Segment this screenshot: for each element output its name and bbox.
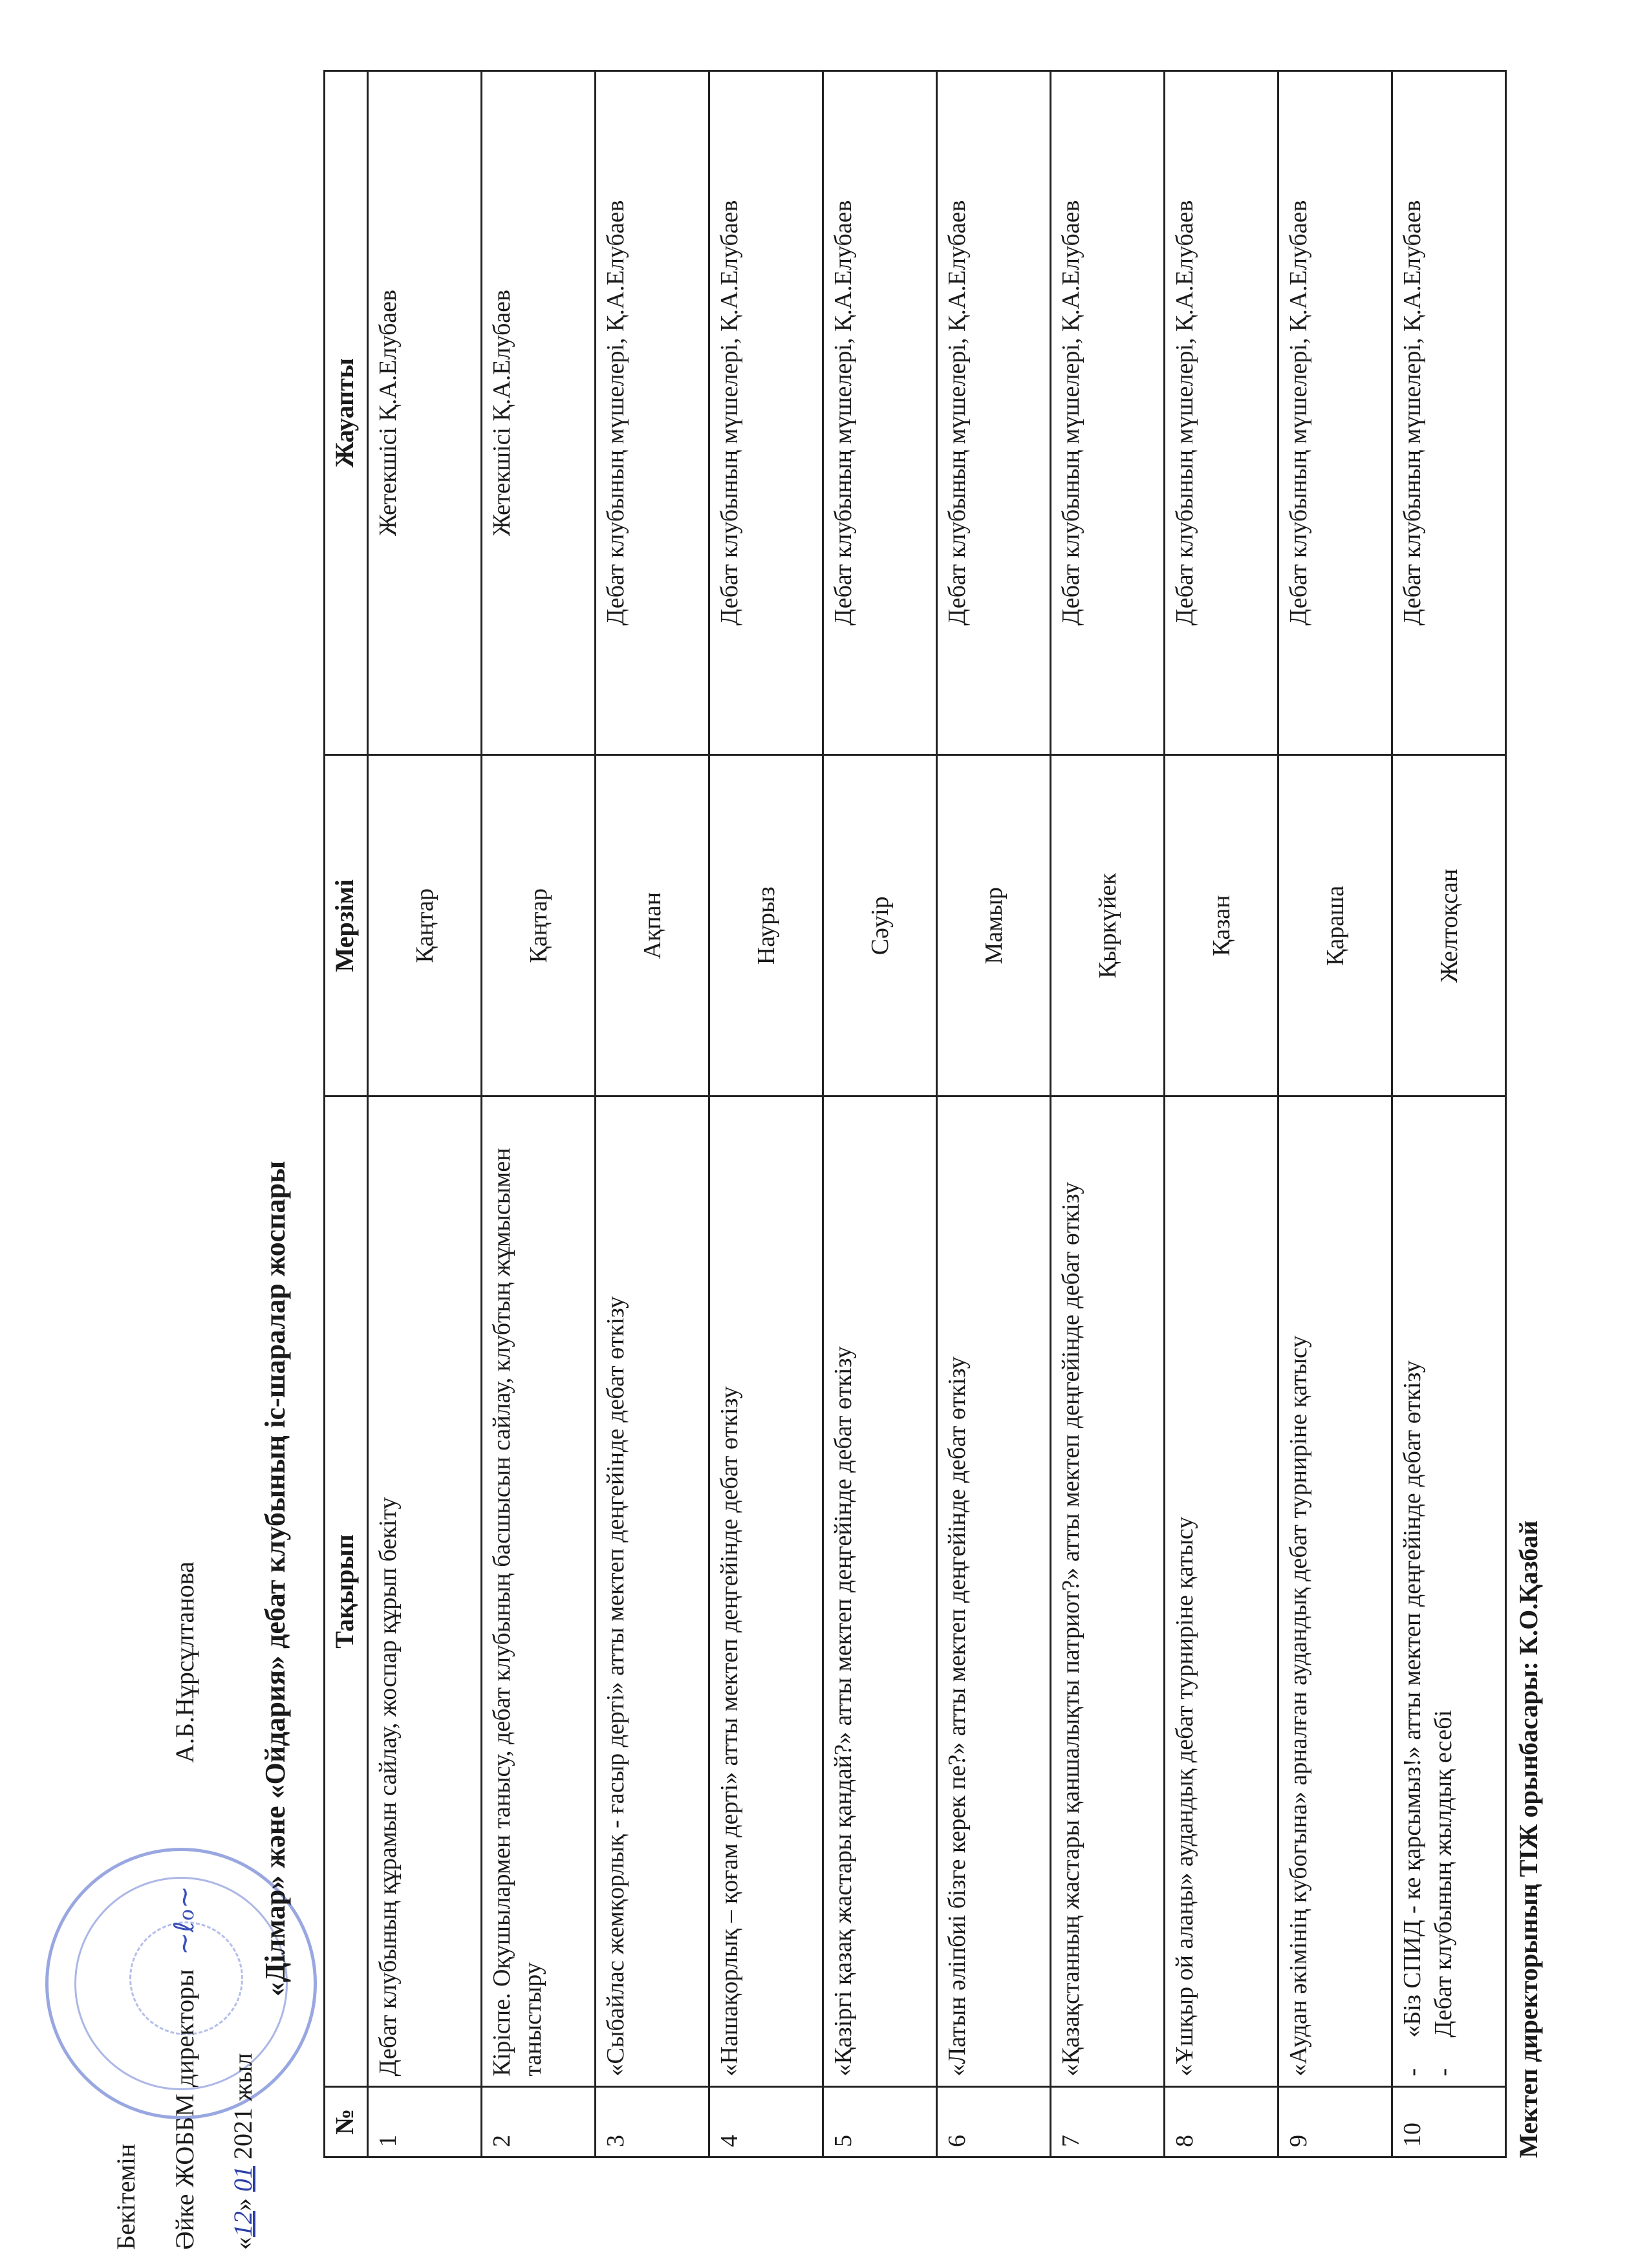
document-title: «Ділмар» және «Ойдария» дебат клубының іс-шаралар жоспары bbox=[259, 1161, 291, 1996]
row-topic: Кіріспе. Оқушылармен танысу, дебат клубының басшысын сайлау, клубтың жұмысымен таныстыру bbox=[482, 1097, 596, 2086]
row-num: 7 bbox=[1051, 2086, 1165, 2157]
table-row bbox=[1051, 71, 1165, 2157]
approval-date: «12» 01 2021 жыл bbox=[228, 2053, 257, 2250]
row-num: 3 bbox=[596, 2086, 709, 2157]
row-term: Ақпан bbox=[596, 755, 709, 1097]
events-plan-table bbox=[323, 70, 1507, 2158]
row-topic: Дебат клубының құрамын сайлау, жоспар құрып бекіту bbox=[368, 1097, 482, 2086]
header-num: № bbox=[325, 2086, 368, 2157]
row-responsible: Дебат клубының мүшелері, Қ.А.Елубаев bbox=[1051, 71, 1165, 755]
table-row bbox=[482, 71, 596, 2157]
table-row bbox=[1278, 71, 1392, 2157]
row-num: 10 bbox=[1392, 2086, 1506, 2157]
row-responsible: Дебат клубының мүшелері, Қ.А.Елубаев bbox=[937, 71, 1051, 755]
deputy-director-signature-line: Мектеп директорының ТІЖ орынбасары: К.О.Қазбай bbox=[1514, 1520, 1543, 2158]
row-num: 9 bbox=[1278, 2086, 1392, 2157]
row-responsible: Жетекшісі Қ.А.Елубаев bbox=[482, 71, 596, 755]
header-topic: Тақырып bbox=[325, 1097, 368, 2086]
header-term: Мерзімі bbox=[325, 755, 368, 1097]
row-topic: «Аудан әкімінің кубогына» арналған аудандық дебат турниріне қатысу bbox=[1278, 1097, 1392, 2086]
row-topic bbox=[1392, 1097, 1506, 2086]
row-responsible: Дебат клубының мүшелері, Қ.А.Елубаев bbox=[596, 71, 709, 755]
signature-scribble: ∼ℓℴ∼ bbox=[168, 1885, 200, 1956]
row-term: Қыркүйек bbox=[1051, 755, 1165, 1097]
table-row bbox=[1392, 71, 1506, 2157]
row-term: Мамыр bbox=[937, 755, 1051, 1097]
row-num: 1 bbox=[368, 2086, 482, 2157]
row-term: Сәуір bbox=[823, 755, 937, 1097]
table-row bbox=[596, 71, 709, 2157]
table-row bbox=[937, 71, 1051, 2157]
row-term: Желтоқсан bbox=[1392, 755, 1506, 1097]
approval-block bbox=[97, 1561, 272, 2250]
row-topic: «Қазіргі қазақ жастары қандай?» атты мектеп деңгейінде дебат өткізу bbox=[823, 1097, 937, 2086]
table-header-row bbox=[325, 71, 368, 2157]
row-responsible: Дебат клубының мүшелері, Қ.А.Елубаев bbox=[823, 71, 937, 755]
row-num: 2 bbox=[482, 2086, 596, 2157]
director-line bbox=[155, 1561, 214, 2250]
row-term: Қаңтар bbox=[368, 755, 482, 1097]
row-num: 6 bbox=[937, 2086, 1051, 2157]
row-responsible: Дебат клубының мүшелері, Қ.А.Елубаев bbox=[1278, 71, 1392, 755]
row-topic: «Ұшқыр ой алаңы» аудандық дебат турниріне қатысу bbox=[1165, 1097, 1278, 2086]
row-num: 5 bbox=[823, 2086, 937, 2157]
row-term: Наурыз bbox=[709, 755, 823, 1097]
table-row bbox=[368, 71, 482, 2157]
header-responsible: Жауапты bbox=[325, 71, 368, 755]
approved-label: Бекітемін bbox=[111, 2143, 140, 2250]
row-responsible: Дебат клубының мүшелері, Қ.А.Елубаев bbox=[1165, 71, 1278, 755]
date-month: 01 bbox=[228, 2166, 257, 2192]
row-responsible: Дебат клубының мүшелері, Қ.А.Елубаев bbox=[709, 71, 823, 755]
topic-bullet-2: -Дебат клубының жылдық есебі bbox=[1430, 1709, 1457, 2077]
row-topic: «Латын әліпбиі бізге керек пе?» атты мектеп деңгейінде дебат өткізу bbox=[937, 1097, 1051, 2086]
table-row bbox=[1165, 71, 1278, 2157]
date-day: 12 bbox=[228, 2211, 257, 2237]
row-term: Қаңтар bbox=[482, 755, 596, 1097]
topic-bullet-1: -«Біз СПИД - ке қарсымыз!» атты мектеп деңгейінде дебат өткізу bbox=[1399, 1360, 1426, 2077]
director-name: А.Б.Нұрсұлтанова bbox=[170, 1561, 199, 1763]
row-topic: «Қазақстанның жастары қаншалықты патриот?» атты мектеп деңгейінде дебат өткізу bbox=[1051, 1097, 1165, 2086]
row-term: Қараша bbox=[1278, 755, 1392, 1097]
row-term: Қазан bbox=[1165, 755, 1278, 1097]
row-topic: «Нашақорлық – қоғам дерті» атты мектеп деңгейінде дебат өткізу bbox=[709, 1097, 823, 2086]
date-year: 2021 жыл bbox=[228, 2053, 257, 2159]
director-label: Әйке ЖОББМ директоры bbox=[170, 1969, 199, 2250]
table-row bbox=[823, 71, 937, 2157]
row-topic: «Сыбайлас жемқорлық - ғасыр дерті» атты мектеп деңгейінде дебат өткізу bbox=[596, 1097, 709, 2086]
row-num: 8 bbox=[1165, 2086, 1278, 2157]
row-responsible: Жетекшісі Қ.А.Елубаев bbox=[368, 71, 482, 755]
row-num: 4 bbox=[709, 2086, 823, 2157]
row-responsible: Дебат клубының мүшелері, Қ.А.Елубаев bbox=[1392, 71, 1506, 755]
table-row bbox=[709, 71, 823, 2157]
